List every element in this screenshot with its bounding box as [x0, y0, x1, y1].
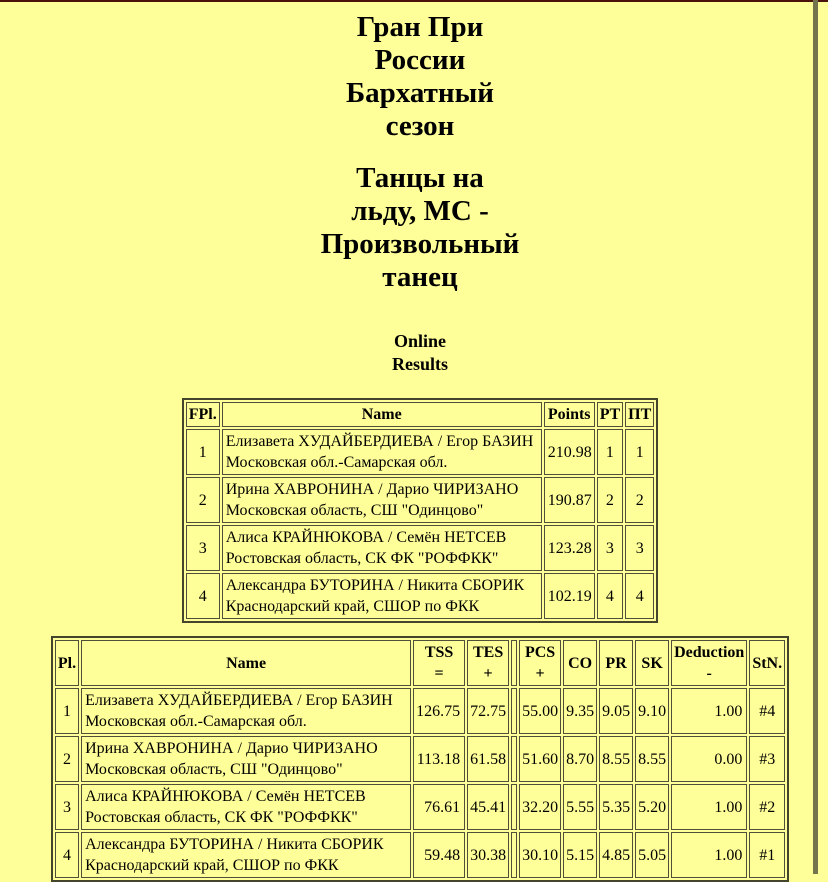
fpl-cell: 2 — [186, 477, 220, 523]
spacer-cell — [511, 832, 517, 878]
table-row — [55, 832, 785, 878]
spacer-column-header — [511, 640, 517, 686]
pl-cell: 3 — [55, 784, 79, 830]
pcs-cell: 51.60 — [519, 736, 561, 782]
skater-names: Алиса КРАЙНЮКОВА / Семён НЕТСЕВ — [85, 788, 366, 805]
event-title-line: Бархатный — [346, 77, 494, 109]
skater-names: Елизавета ХУДАЙБЕРДИЕВА / Егор БАЗИН — [85, 692, 393, 709]
tss-cell: 76.61 — [413, 784, 465, 830]
stn-cell: #4 — [749, 688, 785, 734]
deduction-cell: 0.00 — [671, 736, 747, 782]
name-cell — [222, 429, 542, 475]
skater-names: Елизавета ХУДАЙБЕРДИЕВА / Егор БАЗИН — [225, 433, 534, 450]
col-header-fpl: FPl. — [186, 402, 220, 427]
skater-names: Ирина ХАВРОНИНА / Дарио ЧИРИЗАНО — [225, 481, 519, 498]
tes-cell: 72.75 — [467, 688, 509, 734]
tss-cell: 59.48 — [413, 832, 465, 878]
skater-names: Александра БУТОРИНА / Никита СБОРИК — [85, 836, 384, 853]
deduction-cell: 1.00 — [671, 832, 747, 878]
skater-region: Ростовская область, СК ФК "РОФФКК" — [85, 809, 358, 826]
skater-region: Московская обл.-Самарская обл. — [225, 454, 448, 471]
table-row — [186, 429, 655, 475]
skater-region: Московская область, СШ "Одинцово" — [225, 502, 484, 519]
col-header-co: CO — [563, 640, 597, 686]
summary-results-table — [182, 398, 659, 623]
tes-cell: 30.38 — [467, 832, 509, 878]
col-header-pt-latin: PT — [597, 402, 623, 427]
sk-cell: 5.20 — [635, 784, 669, 830]
segment-title-line: танец — [382, 261, 458, 293]
pcs-cell: 30.10 — [519, 832, 561, 878]
summary-header-row — [186, 402, 655, 427]
pr-cell: 4.85 — [599, 832, 633, 878]
fpl-cell: 1 — [186, 429, 220, 475]
points-cell: 102.19 — [544, 573, 595, 619]
pt-cyrillic-cell: 1 — [625, 429, 654, 475]
pr-cell: 9.05 — [599, 688, 633, 734]
skater-region: Ростовская область, СК ФК "РОФФКК" — [225, 550, 499, 567]
stn-cell: #3 — [749, 736, 785, 782]
online-results-line: Results — [391, 354, 448, 374]
points-cell: 190.87 — [544, 477, 595, 523]
co-cell: 8.70 — [563, 736, 597, 782]
sk-cell: 5.05 — [635, 832, 669, 878]
online-results-line: Online — [393, 331, 446, 351]
spacer-cell — [511, 784, 517, 830]
deduction-cell: 1.00 — [671, 784, 747, 830]
col-header-pr: PR — [599, 640, 633, 686]
pt-cyrillic-cell: 4 — [625, 573, 654, 619]
skater-region: Московская область, СШ "Одинцово" — [85, 761, 343, 778]
col-header-tes: TES + — [467, 640, 509, 686]
sk-cell: 9.10 — [635, 688, 669, 734]
skater-region: Краснодарский край, СШОР по ФКК — [225, 598, 480, 615]
segment-title-line: Произвольный — [320, 228, 520, 260]
col-header-tss: TSS = — [413, 640, 465, 686]
segment-title-line: Танцы на — [356, 162, 484, 194]
pcs-cell: 32.20 — [519, 784, 561, 830]
skater-region: Краснодарский край, СШОР по ФКК — [85, 857, 339, 874]
fpl-cell: 4 — [186, 573, 220, 619]
table-row — [55, 688, 785, 734]
event-title — [0, 11, 828, 143]
pl-cell: 1 — [55, 688, 79, 734]
name-cell — [81, 736, 411, 782]
name-cell — [222, 573, 542, 619]
pt-latin-cell: 1 — [597, 429, 623, 475]
fpl-cell: 3 — [186, 525, 220, 571]
co-cell: 5.55 — [563, 784, 597, 830]
col-header-stn: StN. — [749, 640, 785, 686]
pcs-cell: 55.00 — [519, 688, 561, 734]
pt-latin-cell: 3 — [597, 525, 623, 571]
skater-region: Московская обл.-Самарская обл. — [85, 713, 307, 730]
pt-cyrillic-cell: 3 — [625, 525, 654, 571]
col-header-pcs: PCS + — [519, 640, 561, 686]
stn-cell: #2 — [749, 784, 785, 830]
pr-cell: 8.55 — [599, 736, 633, 782]
table-row — [55, 736, 785, 782]
col-header-pt-cyrillic: ПТ — [625, 402, 654, 427]
spacer-cell — [511, 736, 517, 782]
co-cell: 9.35 — [563, 688, 597, 734]
skater-names: Алиса КРАЙНЮКОВА / Семён НЕТСЕВ — [225, 529, 507, 546]
table-row — [186, 525, 655, 571]
stn-cell: #1 — [749, 832, 785, 878]
col-header-deduction: Deduction - — [671, 640, 747, 686]
pt-cyrillic-cell: 2 — [625, 477, 654, 523]
skater-names: Александра БУТОРИНА / Никита СБОРИК — [225, 577, 525, 594]
table-row — [186, 477, 655, 523]
col-header-name: Name — [81, 640, 411, 686]
skater-names: Ирина ХАВРОНИНА / Дарио ЧИРИЗАНО — [85, 740, 378, 757]
deduction-cell: 1.00 — [671, 688, 747, 734]
online-results-heading — [0, 330, 828, 376]
segment-title-line: льду, МС - — [351, 195, 489, 227]
event-title-line: сезон — [385, 110, 455, 142]
pl-cell: 2 — [55, 736, 79, 782]
details-header-row — [55, 640, 785, 686]
table-row — [186, 573, 655, 619]
points-cell: 123.28 — [544, 525, 595, 571]
top-border-line — [0, 0, 828, 2]
event-title-line: Гран При — [356, 11, 484, 43]
name-cell — [81, 784, 411, 830]
pl-cell: 4 — [55, 832, 79, 878]
points-cell: 210.98 — [544, 429, 595, 475]
pt-latin-cell: 4 — [597, 573, 623, 619]
name-cell — [81, 832, 411, 878]
pr-cell: 5.35 — [599, 784, 633, 830]
tss-cell: 126.75 — [413, 688, 465, 734]
tes-cell: 45.41 — [467, 784, 509, 830]
pt-latin-cell: 2 — [597, 477, 623, 523]
sk-cell: 8.55 — [635, 736, 669, 782]
table-row — [55, 784, 785, 830]
segment-title — [0, 162, 828, 294]
col-header-sk: SK — [635, 640, 669, 686]
spacer-cell — [511, 688, 517, 734]
event-title-line: России — [374, 44, 466, 76]
col-header-name: Name — [222, 402, 542, 427]
name-cell — [222, 477, 542, 523]
col-header-pl: Pl. — [55, 640, 79, 686]
tss-cell: 113.18 — [413, 736, 465, 782]
co-cell: 5.15 — [563, 832, 597, 878]
col-header-points: Points — [544, 402, 595, 427]
name-cell — [222, 525, 542, 571]
tes-cell: 61.58 — [467, 736, 509, 782]
detailed-scores-table — [51, 636, 789, 882]
name-cell — [81, 688, 411, 734]
frame-divider[interactable] — [813, 0, 818, 874]
